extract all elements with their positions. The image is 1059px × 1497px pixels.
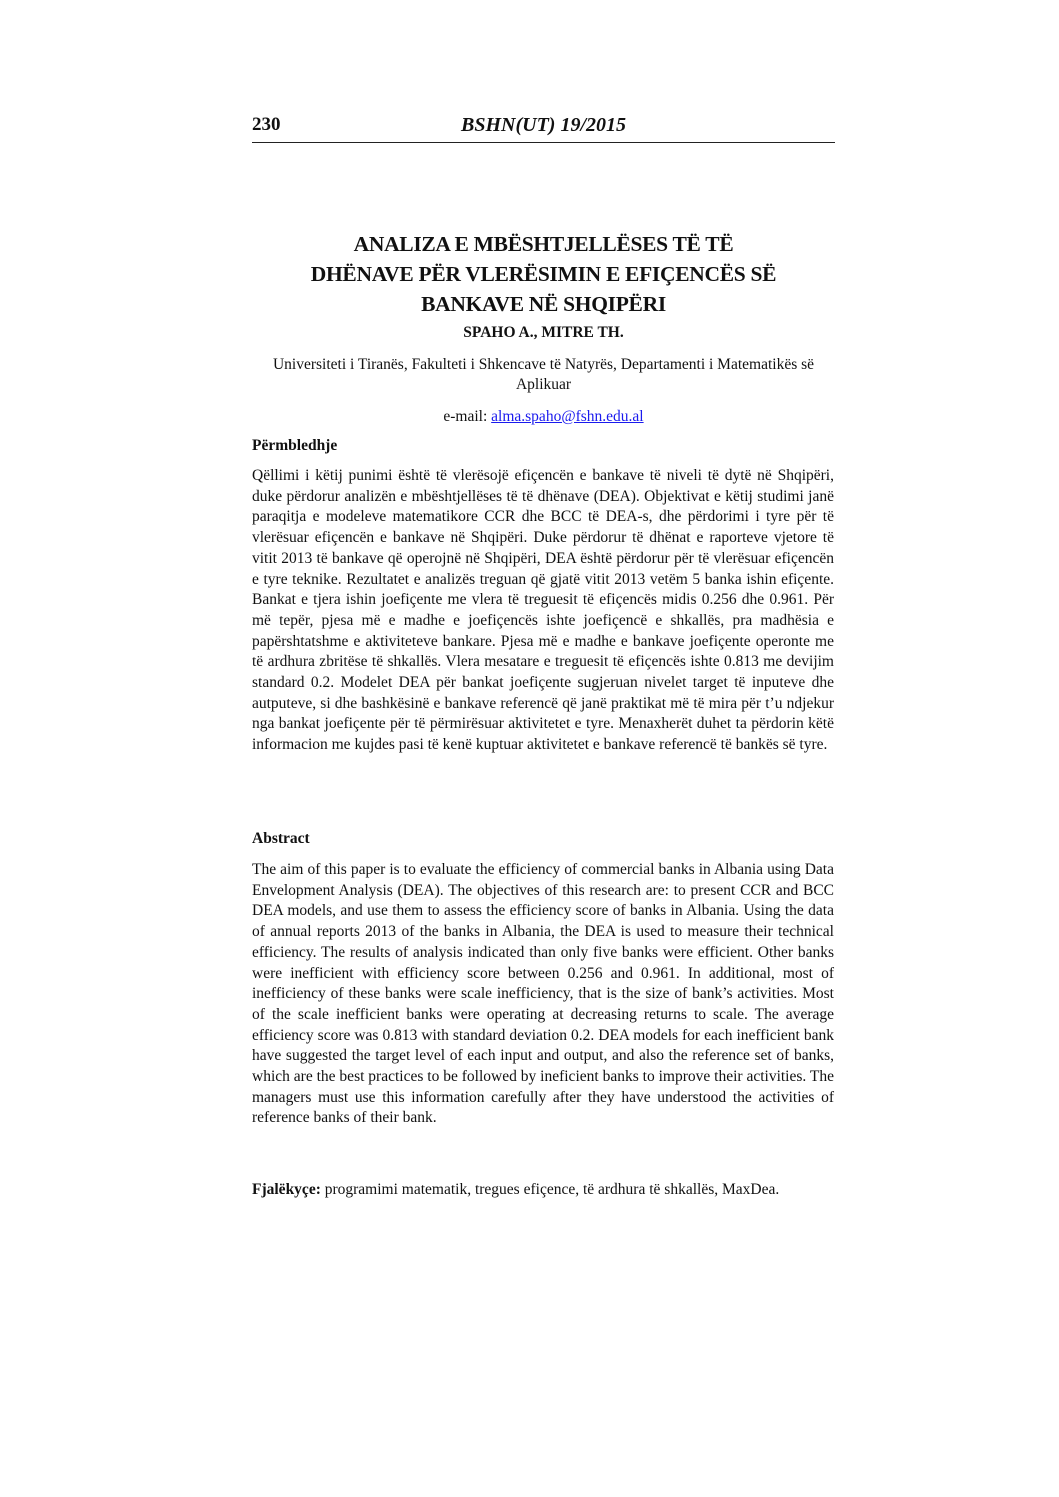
page-header <box>252 114 835 143</box>
paper-title <box>252 229 835 319</box>
page-number: 230 <box>252 114 281 135</box>
keywords-text: programimi matematik, tregues efiçence, të ardhura të shkallës, MaxDea. <box>320 1181 780 1198</box>
keywords-label: Fjalëkyçe: <box>252 1181 321 1198</box>
email-link[interactable]: alma.spaho@fshn.edu.al <box>491 408 644 425</box>
email-line <box>252 408 835 426</box>
abstract-text: The aim of this paper is to evaluate the efficiency of commercial banks in Albania using Data Envelopment Analysis (DEA). The objectives of this research are: to present CCR and BCC DEA models, and use them to assess the efficiency score of banks in Albania. Using the data of annual reports 2013 of the banks in Albania, the DEA is used to measure their technical efficiency. The results of analysis indicated than only five banks were efficient. Other banks were inefficient with efficiency score between 0.256 and 0.961. In additional, most of inefficiency of these banks were scale inefficiency, that is the size of bank’s activities. Most of the scale inefficient banks were operating at decreasing returns to scale. The average efficiency score was 0.813 with standard deviation 0.2. DEA models for each inefficient bank have suggested the target level of each input and output, and also the reference set of banks, which are the best practices to be followed by ineficient banks to improve their activities. The managers must use this information carefully after they have understood the activities of reference banks of their bank. <box>252 861 834 1127</box>
keywords <box>252 1180 834 1201</box>
title-line: BANKAVE NË SHQIPËRI <box>421 292 666 316</box>
journal-title: BSHN(UT) 19/2015 <box>461 114 626 136</box>
email-label: e-mail: <box>443 408 492 425</box>
permbledhje-text: Qëllimi i këtij punimi është të vlerësojë efiçencën e bankave të niveli të dytë në Shqipëri, duke përdorur analizën e mbështjellëses të të dhënave (DEA). Objektivat e këtij studimi janë paraqitja e modeleve matematikore CCR dhe BCC të DEA-s, dhe përdorimi i tyre për të vlerësuar efiçencën e bankave në Shqipëri. Duke përdorur të dhënat e raporteve vjetore të vitit 2013 të bankave që operojnë në Shqipëri, DEA është përdorur për të vlerësuar efiçencën e tyre teknike. Rezultatet e analizës treguan që gjatë vitit 2013 vetëm 5 banka ishin efiçente. Bankat e tjera ishin joefiçente me vlera të treguesit të efiçencës midis 0.256 dhe 0.961. Për më tepër, pjesa më e madhe e joefiçencës ishte joefiçencë e shkallës, pra madhësia e papërshtatshme e aktiviteteve bankare. Pjesa më e madhe e bankave joefiçente operonte me të ardhura zbritëse të shkallës. Vlera mesatare e treguesit të efiçencës ishte 0.813 me devijim standard 0.2. Modelet DEA për bankat joefiçente sugjeruan nivelet target të inputeve dhe autputeve, si dhe bashkësinë e bankave referencë që janë praktikat më të mira për t’u ndjekur nga bankat joefiçente për të përmirësuar aktivitetet e tyre. Menaxherët duhet ta përdorin këtë informacion me kujdes pasi të kenë kuptuar aktivitetet e bankave referencë të bankës së tyre. <box>252 467 834 754</box>
permbledhje-heading: Përmbledhje <box>252 437 338 454</box>
affiliation: Universiteti i Tiranës, Fakulteti i Shkencave të Natyrës, Departamenti i Matematikës së Aplikuar <box>272 356 815 393</box>
title-line: ANALIZA E MBËSHTJELLËSES TË TË <box>353 232 734 256</box>
abstract-heading: Abstract <box>252 830 310 847</box>
title-line: DHËNAVE PËR VLERËSIMIN E EFIÇENCËS SË <box>310 262 777 286</box>
authors: SPAHO A., MITRE TH. <box>463 324 624 341</box>
